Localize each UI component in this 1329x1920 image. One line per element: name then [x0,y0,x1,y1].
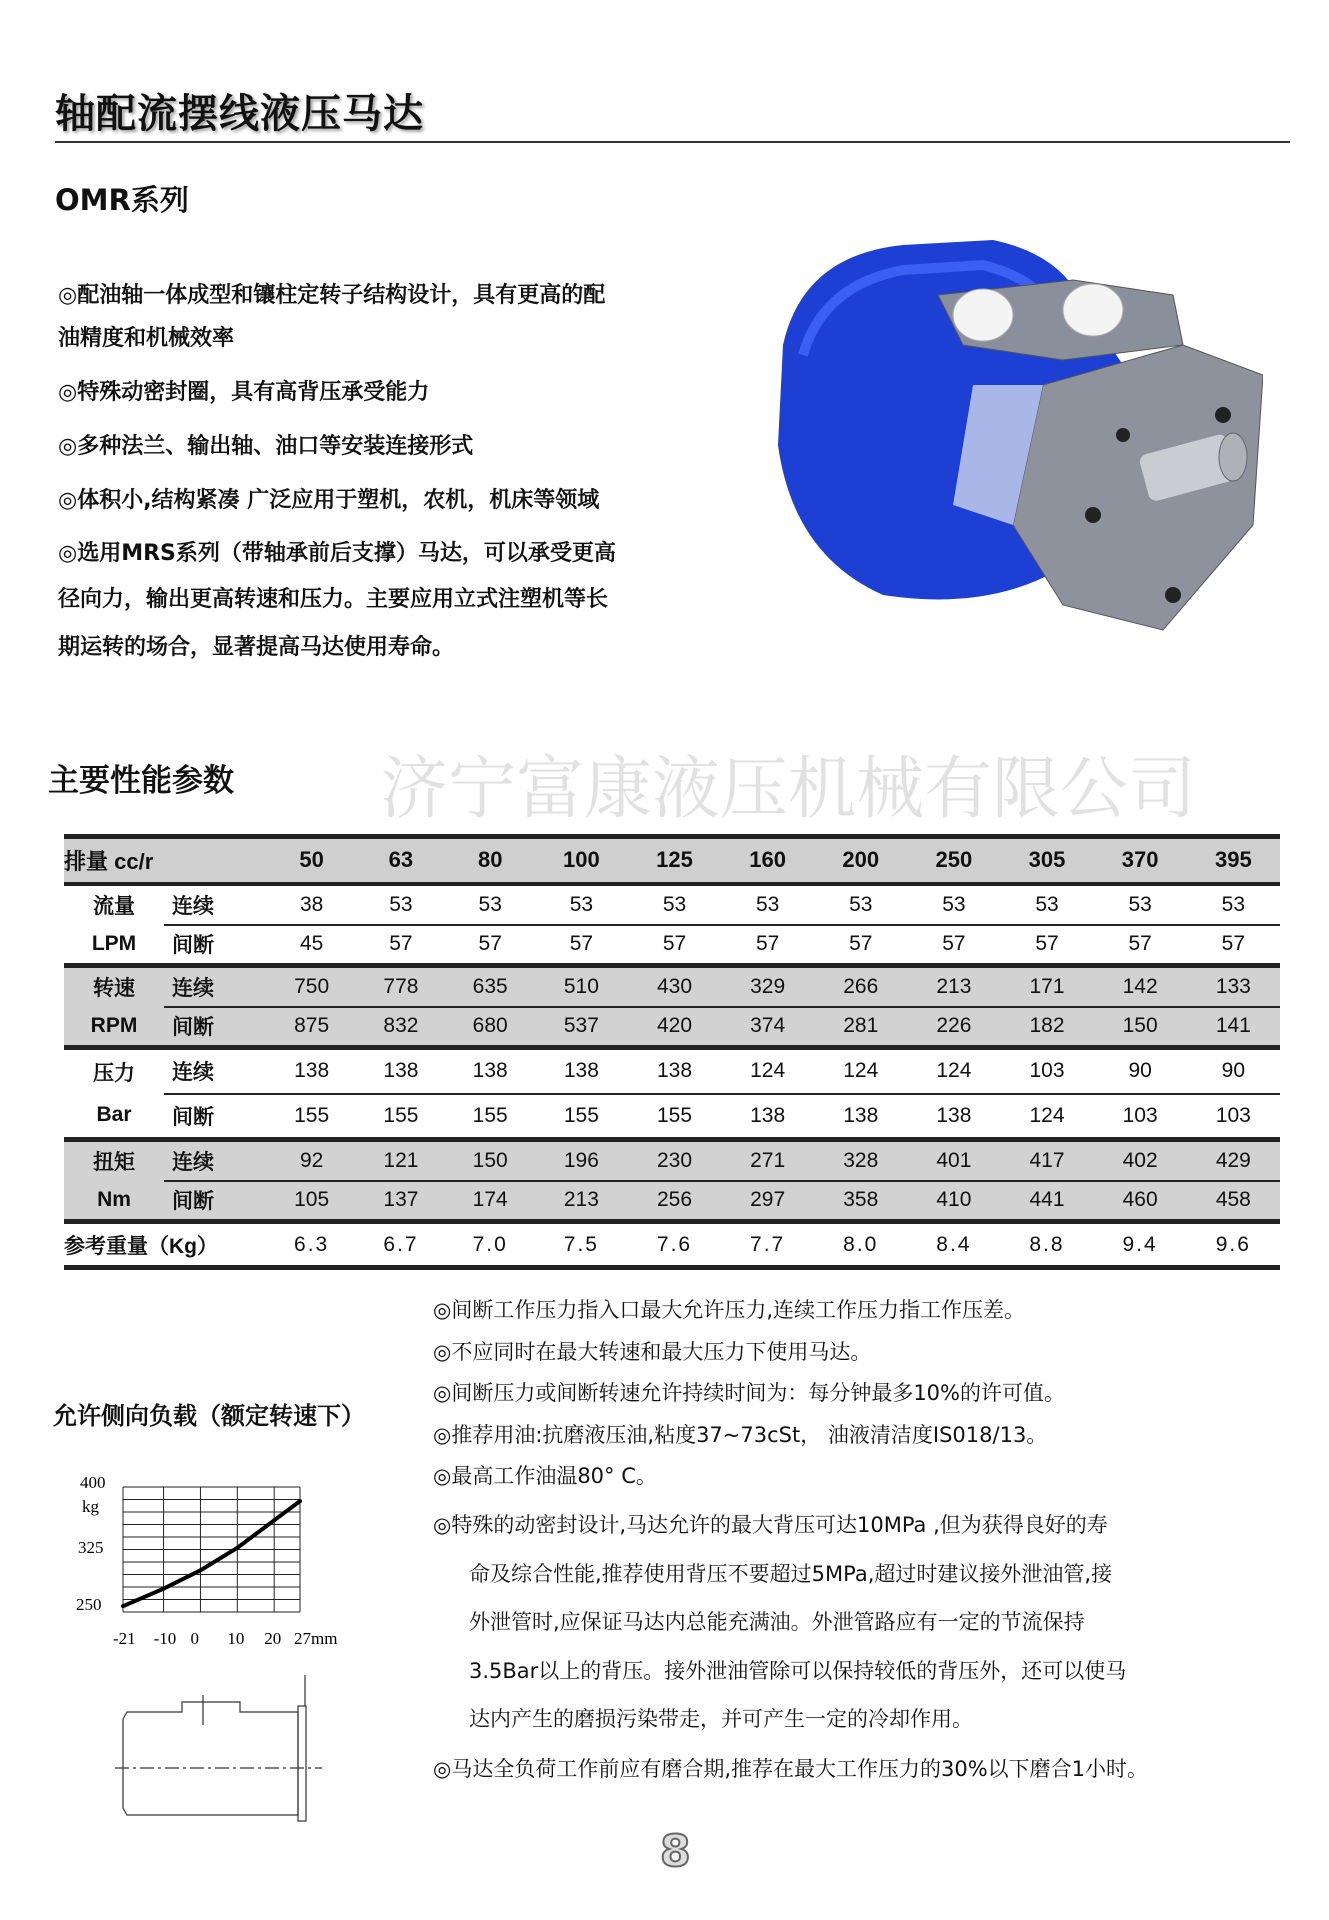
header-cell: 100 [535,837,628,884]
table-cell: 256 [628,1181,721,1222]
header-cell: 250 [907,837,1000,884]
table-cell: 57 [535,925,628,966]
table-cell: 105 [267,1181,356,1222]
performance-table [64,834,1280,1270]
table-cell: 832 [356,1007,445,1048]
note-line: ◎不应同时在最大转速和最大压力下使用马达。 [433,1340,872,1364]
table-cell: 155 [356,1094,445,1140]
feature-line: 径向力，输出更高转速和压力。主要应用立式注塑机等长 [58,587,609,612]
table-cell: 226 [907,1007,1000,1048]
table-cell: 155 [535,1094,628,1140]
table-cell: 155 [267,1094,356,1140]
table-cell: 138 [535,1048,628,1094]
y-tick-label: 325 [78,1538,104,1557]
weight-cell: 8.4 [907,1222,1000,1268]
table-cell: 53 [628,884,721,925]
feature-line: 期运转的场合，显著提高马达使用寿命。 [58,635,455,660]
note-line: ◎间断压力或间断转速允许持续时间为：每分钟最多10%的许可值。 [433,1381,1065,1405]
table-cell: 328 [814,1140,907,1181]
table-cell: 138 [628,1048,721,1094]
table-cell: 420 [628,1007,721,1048]
table-cell: 90 [1187,1048,1280,1094]
table-cell: 297 [721,1181,814,1222]
feature-line: ◎配油轴一体成型和镶柱定转子结构设计，具有更高的配 [58,283,606,308]
table-cell: 417 [1000,1140,1093,1181]
note-line: 3.5Bar以上的背压。接外泄油管除可以保持较低的背压外，还可以使马 [469,1659,1127,1683]
table-cell: 875 [267,1007,356,1048]
row-group-label: 压力 [93,1061,135,1085]
table-cell: 57 [1000,925,1093,966]
table-cell: 429 [1187,1140,1280,1181]
row-sub-label: 间断 [164,1181,267,1222]
table-cell: 121 [356,1140,445,1181]
table-cell: 402 [1094,1140,1187,1181]
table-cell: 57 [1187,925,1280,966]
side-load-title: 允许侧向负载（额定转速下） [53,1402,365,1430]
weight-cell: 6.3 [267,1222,356,1268]
table-cell: 103 [1000,1048,1093,1094]
table-cell: 155 [628,1094,721,1140]
table-cell: 124 [1000,1094,1093,1140]
table-cell: 57 [446,925,535,966]
table-cell: 53 [535,884,628,925]
table-row [64,1181,1280,1222]
watermark: 济宁富康液压机械有限公司 [380,750,1197,829]
header-cell: 125 [628,837,721,884]
curve-point [121,1604,125,1608]
title-divider [55,141,1290,143]
table-cell: 141 [1187,1007,1280,1048]
header-cell: 305 [1000,837,1093,884]
table-cell: 230 [628,1140,721,1181]
header-cell: 80 [446,837,535,884]
table-cell: 53 [1094,884,1187,925]
x-tick-label: 10 [227,1629,245,1648]
table-cell: 57 [356,925,445,966]
weight-cell: 7.0 [446,1222,535,1268]
weight-row [64,1222,1280,1268]
table-row [64,1094,1280,1140]
table-cell: 138 [721,1094,814,1140]
feature-line: 油精度和机械效率 [58,326,235,351]
weight-cell: 8.8 [1000,1222,1093,1268]
table-cell: 537 [535,1007,628,1048]
page-number: 8 [660,1826,691,1877]
row-group-label: Bar [64,1094,164,1140]
table-cell: 281 [814,1007,907,1048]
header-cell: 50 [267,837,356,884]
feature-line: ◎特殊动密封圈，具有高背压承受能力 [58,380,430,405]
x-tick-label: -10 [153,1629,177,1648]
table-cell: 750 [267,966,356,1007]
weight-cell: 7.7 [721,1222,814,1268]
header-cell: 395 [1187,837,1280,884]
table-cell: 53 [446,884,535,925]
row-sub-label: 连续 [164,966,267,1007]
note-line: ◎最高工作油温80° C。 [433,1464,657,1488]
curve-point [272,1518,276,1522]
table-cell: 133 [1187,966,1280,1007]
table-cell: 137 [356,1181,445,1222]
weight-cell: 9.6 [1187,1222,1280,1268]
feature-line: ◎选用MRS系列（带轴承前后支撑）马达，可以承受更高 [58,541,616,566]
table-cell: 142 [1094,966,1187,1007]
row-sub-label: 间断 [164,1094,267,1140]
table-cell: 92 [267,1140,356,1181]
weight-cell: 7.5 [535,1222,628,1268]
side-load-chart [60,1470,360,1840]
table-cell: 57 [814,925,907,966]
table-cell: 266 [814,966,907,1007]
feature-line: ◎体积小,结构紧凑 广泛应用于塑机，农机，机床等领域 [58,488,600,513]
row-group-label: 转速 [64,966,164,1007]
table-cell: 53 [721,884,814,925]
table-cell: 53 [1000,884,1093,925]
table-cell: 458 [1187,1181,1280,1222]
weight-cell: 6.7 [356,1222,445,1268]
table-cell: 441 [1000,1181,1093,1222]
note-line: 命及综合性能,推荐使用背压不要超过5MPa,超过时建议接外泄油管,接 [469,1562,1113,1586]
table-row [64,884,1280,925]
row-sub-label: 连续 [164,1140,267,1181]
load-curve [123,1501,300,1606]
header-cell: 200 [814,837,907,884]
table-cell: 778 [356,966,445,1007]
table-cell: 45 [267,925,356,966]
table-cell: 53 [814,884,907,925]
note-line: 达内产生的磨损污染带走，并可产生一定的冷却作用。 [469,1707,973,1731]
table-cell: 150 [446,1140,535,1181]
motor-side-drawing [115,1675,322,1821]
table-cell: 171 [1000,966,1093,1007]
header-cell: 370 [1094,837,1187,884]
table-cell: 57 [628,925,721,966]
table-cell: 460 [1094,1181,1187,1222]
table-cell: 103 [1187,1094,1280,1140]
row-group-label: 流量 [93,895,135,918]
motor-image [763,225,1263,637]
y-tick-label: 250 [76,1595,102,1614]
header-cell: 160 [721,837,814,884]
table-cell: 150 [1094,1007,1187,1048]
table-cell: 635 [446,966,535,1007]
table-cell: 38 [267,884,356,925]
x-tick-label: 0 [190,1629,199,1648]
table-cell: 155 [446,1094,535,1140]
table-cell: 213 [535,1181,628,1222]
header-cell: 63 [356,837,445,884]
y-unit-label: kg [82,1497,99,1516]
table-cell: 174 [446,1181,535,1222]
table-row [64,966,1280,1007]
table-cell: 358 [814,1181,907,1222]
table-cell: 53 [356,884,445,925]
row-group-label: LPM [64,925,164,966]
table-cell: 53 [1187,884,1280,925]
row-sub-label: 间断 [164,925,267,966]
section-title-performance: 主要性能参数 [48,763,234,799]
table-cell: 57 [721,925,814,966]
x-tick-label: 20 [264,1629,282,1648]
feature-line: ◎多种法兰、输出轴、油口等安装连接形式 [58,434,474,459]
table-cell: 410 [907,1181,1000,1222]
table-cell: 124 [907,1048,1000,1094]
table-cell: 401 [907,1140,1000,1181]
curve-point [235,1546,239,1550]
note-line: ◎推荐用油:抗磨液压油,粘度37~73cSt， 油液清洁度IS018/13。 [433,1423,1048,1447]
row-sub-label: 连续 [164,884,267,925]
table-cell: 329 [721,966,814,1007]
y-tick-label: 400 [80,1473,106,1492]
curve-point [198,1568,202,1572]
table-cell: 196 [535,1140,628,1181]
table-cell: 138 [446,1048,535,1094]
table-cell: 103 [1094,1094,1187,1140]
series-title: OMR系列 [55,183,189,217]
table-cell: 124 [814,1048,907,1094]
table-cell: 213 [907,966,1000,1007]
table-cell: 138 [356,1048,445,1094]
table-cell: 138 [267,1048,356,1094]
table-row [64,1140,1280,1181]
table-row [64,925,1280,966]
weight-cell: 8.0 [814,1222,907,1268]
table-cell: 138 [907,1094,1000,1140]
header-label: 排量 cc/r [64,837,267,884]
table-cell: 57 [1094,925,1187,966]
note-line: ◎间断工作压力指入口最大允许压力,连续工作压力指工作压差。 [433,1298,1025,1322]
row-group-label: RPM [64,1007,164,1048]
note-line: 外泄管时,应保证马达内总能充满油。外泄管路应有一定的节流保持 [469,1610,1085,1634]
note-line: ◎特殊的动密封设计,马达允许的最大背压可达10MPa ,但为获得良好的寿 [433,1513,1108,1537]
weight-label: 参考重量（Kg） [64,1222,267,1268]
table-row [64,1007,1280,1048]
x-tick-label: 27mm [294,1629,338,1648]
page-title: 轴配流摆线液压马达 [55,91,424,137]
table-cell: 680 [446,1007,535,1048]
row-sub-label: 间断 [164,1007,267,1048]
table-cell: 182 [1000,1007,1093,1048]
x-tick-label: -21 [113,1629,136,1648]
curve-point [298,1499,302,1503]
table-cell: 271 [721,1140,814,1181]
note-line: ◎马达全负荷工作前应有磨合期,推荐在最大工作压力的30%以下磨合1小时。 [433,1757,1149,1781]
table-cell: 374 [721,1007,814,1048]
weight-cell: 9.4 [1094,1222,1187,1268]
table-cell: 138 [814,1094,907,1140]
row-sub-label: 连续 [164,1048,267,1094]
table-cell: 510 [535,966,628,1007]
table-cell: 90 [1094,1048,1187,1094]
table-header-row [64,837,1280,884]
row-group-label: 扭矩 [64,1140,164,1181]
table-row [64,1048,1280,1094]
table-cell: 124 [721,1048,814,1094]
curve-point [162,1587,166,1591]
row-group-label: Nm [64,1181,164,1222]
table-cell: 53 [907,884,1000,925]
table-cell: 57 [907,925,1000,966]
weight-cell: 7.6 [628,1222,721,1268]
table-cell: 430 [628,966,721,1007]
